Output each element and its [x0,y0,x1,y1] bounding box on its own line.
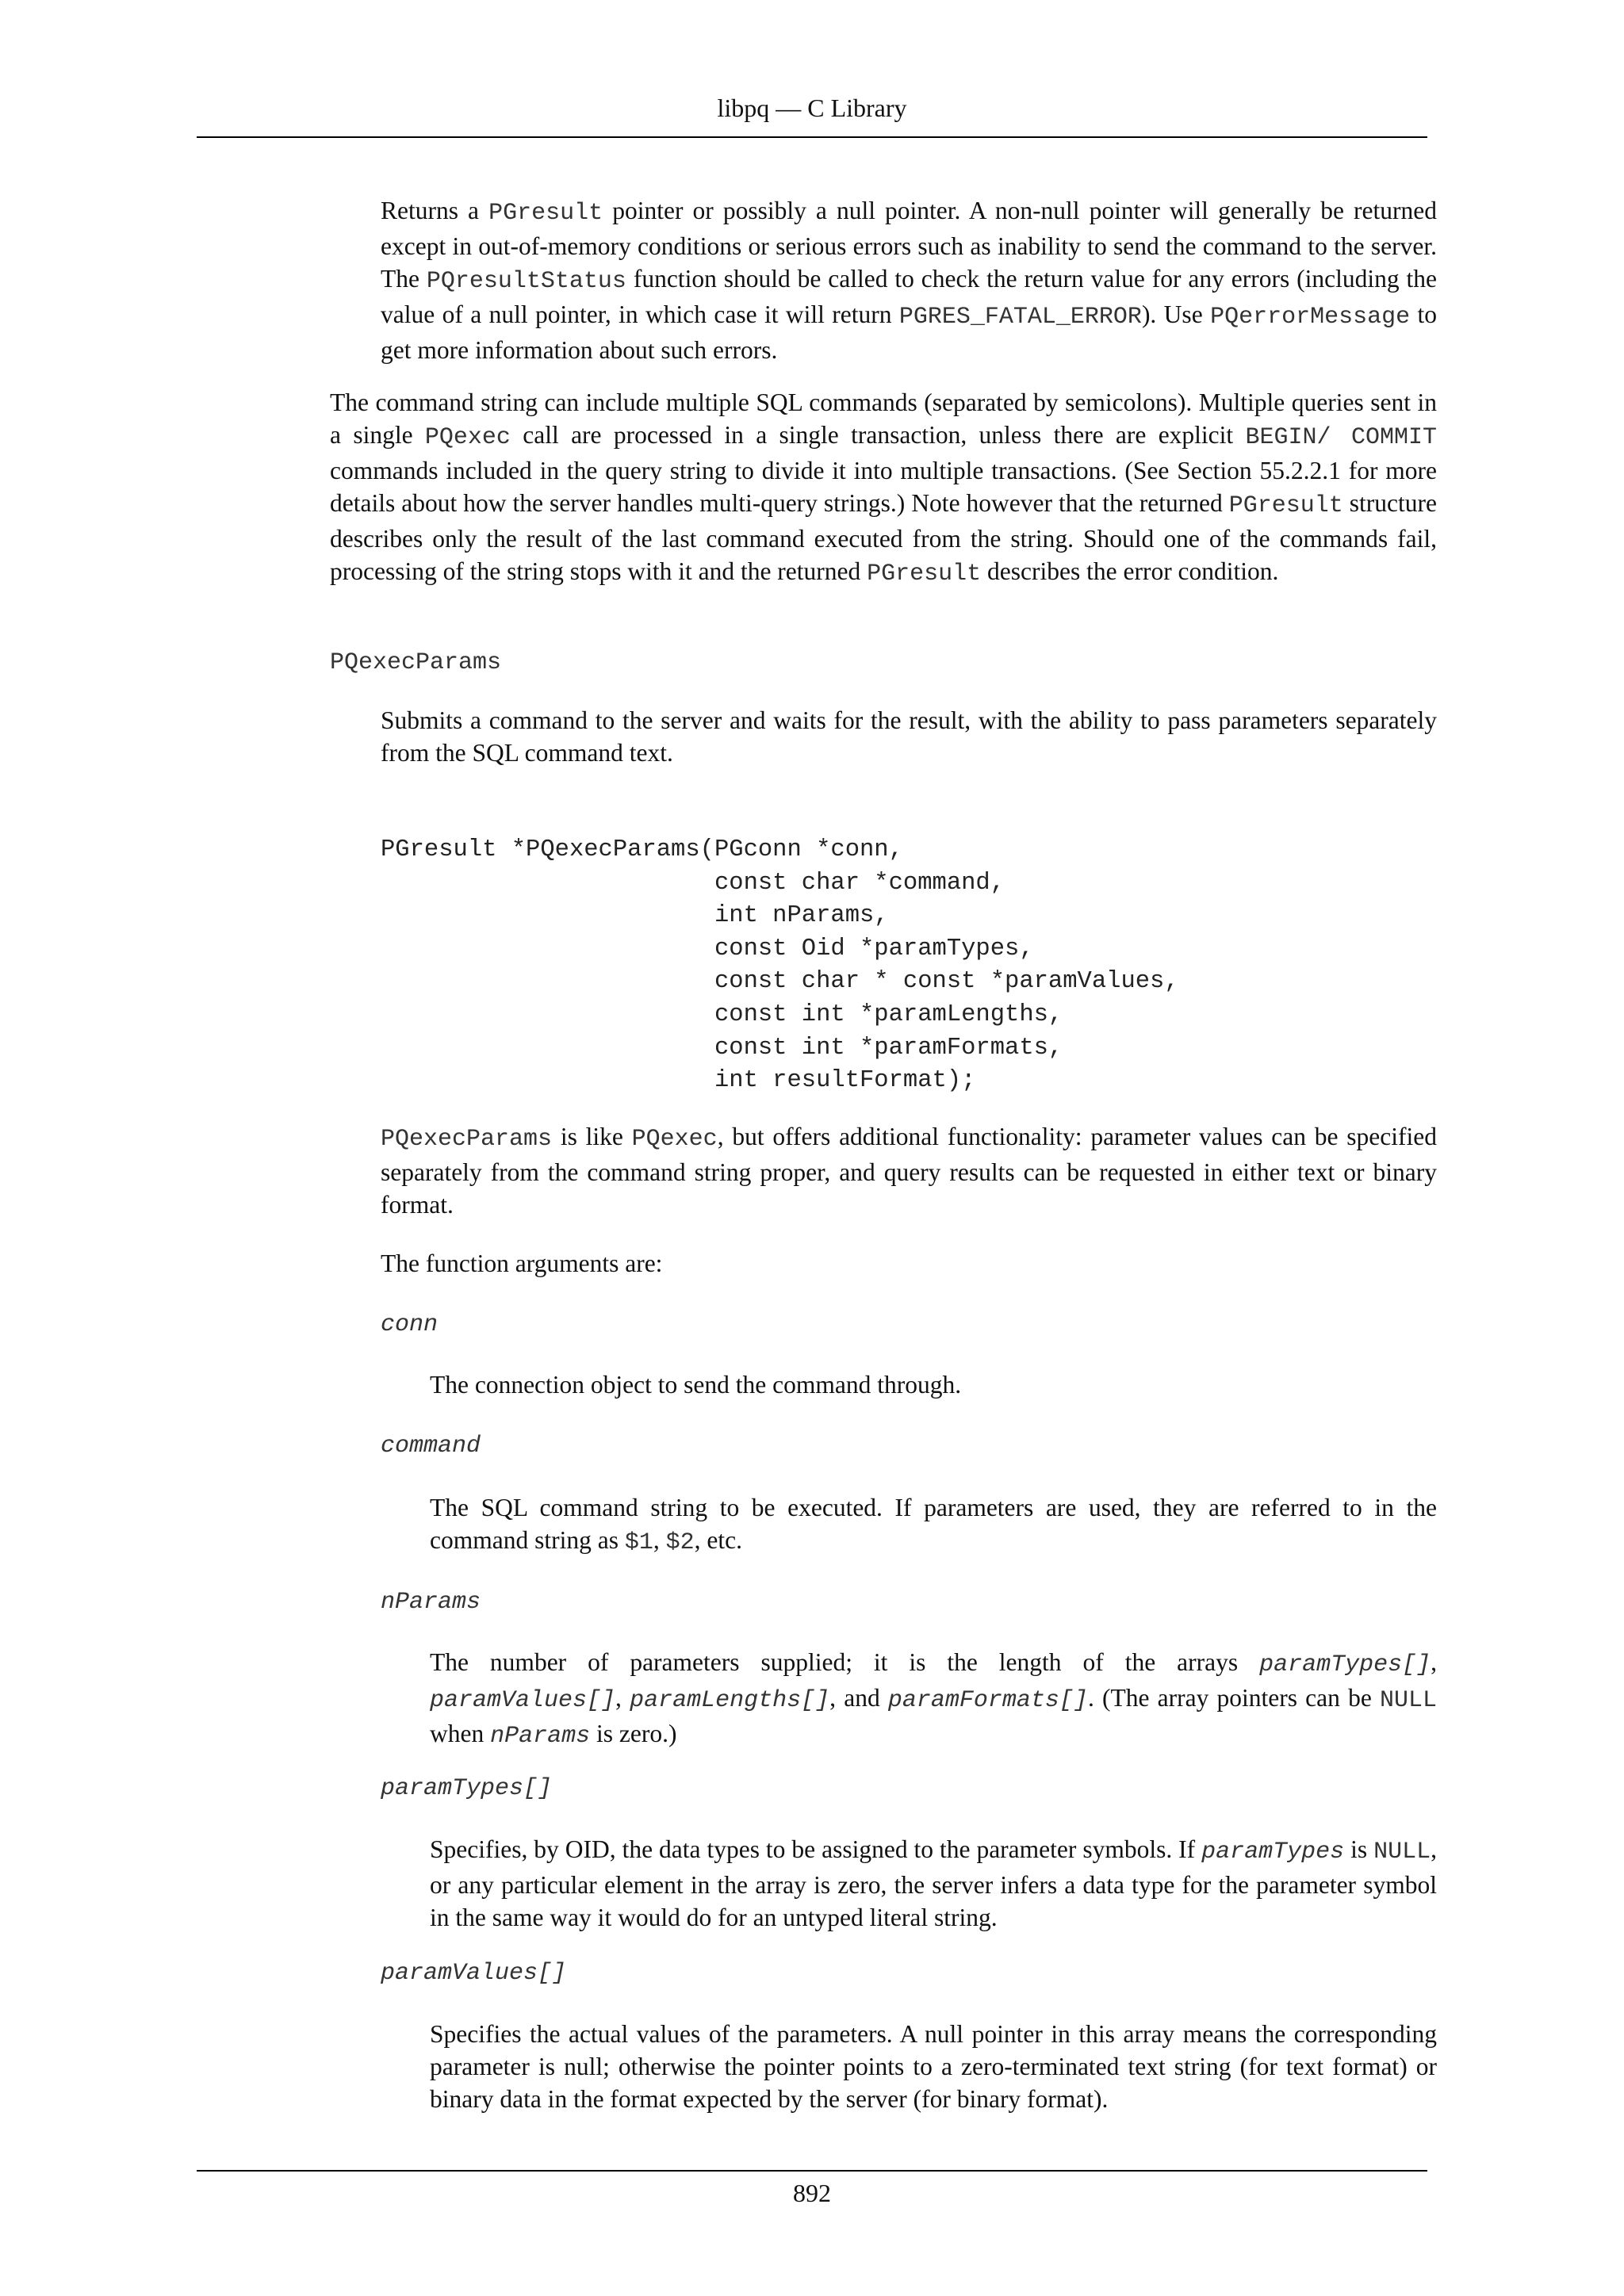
parameter-reference: paramLengths[] [630,1687,830,1714]
code-literal: PQexecParams [381,1126,553,1153]
code-literal: NULL [1373,1839,1431,1866]
code-literal: PGresult [488,200,603,227]
arg-term-paramtypes: paramTypes[] [381,1775,553,1802]
code-literal: $1 [624,1529,653,1556]
arg-term-paramvalues: paramValues[] [381,1960,567,1987]
text-run: , or any particular element in the array is zero, the server infers a data type for the parameter symbol in the same way it would do for an untyped literal string. [430,1835,1438,1931]
code-literal: PQresultStatus [426,268,626,295]
text-run: structure describes only the result of the last command executed from the string. Should one of the commands fail, processing of the string stops with it and the returned [330,489,1437,585]
arg-desc-nparams [430,1646,1437,1753]
arg-term-nparams: nParams [381,1589,481,1616]
text-run: , and [829,1684,888,1712]
code-literal: NULL [1380,1687,1438,1714]
text-run: is like [552,1123,632,1150]
function-signature [381,834,1179,1098]
text-run: when [430,1720,491,1747]
arg-desc-command [430,1491,1437,1559]
text-run: , [653,1526,666,1554]
signature-line: const int *paramLengths, [381,1001,1063,1028]
parameter-reference: paramValues[] [430,1687,616,1714]
code-literal: BEGIN/ COMMIT [1245,424,1437,451]
code-literal: PQexec [631,1126,718,1153]
pqexecparams-like-paragraph [381,1120,1437,1221]
parameter-reference: paramFormats[] [887,1687,1088,1714]
text-run: call are processed in a single transaction, unless there are explicit [510,421,1246,449]
text-run: , [1431,1648,1437,1676]
signature-line: const Oid *paramTypes, [381,935,1034,962]
code-literal: PGRES_FATAL_ERROR [898,304,1142,331]
arg-term-conn: conn [381,1311,439,1338]
function-name-pqexecparams: PQexecParams [330,649,502,676]
text-run: The number of parameters supplied; it is the length of the arrays [430,1648,1260,1676]
arg-desc-conn [430,1368,1437,1401]
text-run: , [615,1684,630,1712]
page-header: libpq — C Library [717,94,907,122]
text-run: function should be called to check the return value for any errors (including the value of a null pointer, in which case it will return [381,265,1437,328]
text-run: ). Use [1141,300,1211,328]
text-run: , etc. [694,1526,742,1554]
text-run: The SQL command string to be executed. If parameters are used, they are referred to in the command string as [430,1494,1437,1554]
page-number: 892 [793,2179,831,2207]
text-run: Specifies, by OID, the data types to be assigned to the parameter symbols. If [430,1835,1202,1863]
header-rule [197,136,1427,138]
footer-rule [197,2170,1427,2172]
text-run: Returns a [381,197,489,224]
text-run: The connection object to send the command through. [430,1371,962,1399]
text-run: to get more information about such errors. [381,300,1437,364]
text-run: is zero.) [590,1720,677,1747]
code-literal: PGresult [1228,492,1343,519]
returns-paragraph [381,194,1437,366]
pqexecparams-summary: Submits a command to the server and waits for the result, with the ability to pass parameters separately from the SQL command text. [381,706,1437,767]
signature-line: int resultFormat); [381,1067,976,1095]
signature-line: PGresult *PQexecParams(PGconn *conn, [381,836,903,863]
parameter-reference: paramTypes [1201,1839,1345,1866]
text-run: pointer or possibly a null pointer. A non-null pointer will generally be returned except in out-of-memory conditions or serious errors such as inability to send the command to the server. The [381,197,1437,293]
text-run: . (The array pointers can be [1087,1684,1380,1712]
signature-line: const char * const *paramValues, [381,968,1179,996]
text-run: Specifies the actual values of the parameters. A null pointer in this array means the corresponding parameter is null; otherwise the pointer points to a zero-terminated text string (for text format) or binary data in the format expected by the server (for binary format). [430,2020,1437,2113]
signature-line: const char *command, [381,869,1005,897]
code-literal: PQerrorMessage [1210,304,1411,331]
text-run: commands included in the query string to divide it into multiple transactions. (See Section 55.2.2.1 for more details about how the server handles multi-query strings.) Note however that the returned [330,457,1437,517]
code-literal: PGresult [867,561,982,587]
command-string-paragraph [330,386,1437,591]
text-run: , but offers additional functionality: parameter values can be specified separately from the command string proper, and query results can be requested in either text or binary format. [381,1123,1437,1219]
code-literal: $2 [665,1529,695,1556]
signature-line: const int *paramFormats, [381,1034,1063,1062]
function-arguments-intro: The function arguments are: [381,1249,663,1277]
text-run: is [1344,1835,1374,1863]
text-run: describes the error condition. [981,557,1279,585]
parameter-reference: paramTypes[] [1259,1651,1431,1678]
code-literal: PQexec [424,424,511,451]
arg-desc-paramtypes [430,1833,1437,1934]
arg-desc-paramvalues [430,2018,1437,2115]
signature-line: int nParams, [381,902,889,930]
text-run: The command string can include multiple SQL commands (separated by semicolons). Multiple queries sent in a single [330,388,1437,449]
parameter-reference: nParams [490,1723,591,1750]
arg-term-command: command [381,1433,481,1460]
